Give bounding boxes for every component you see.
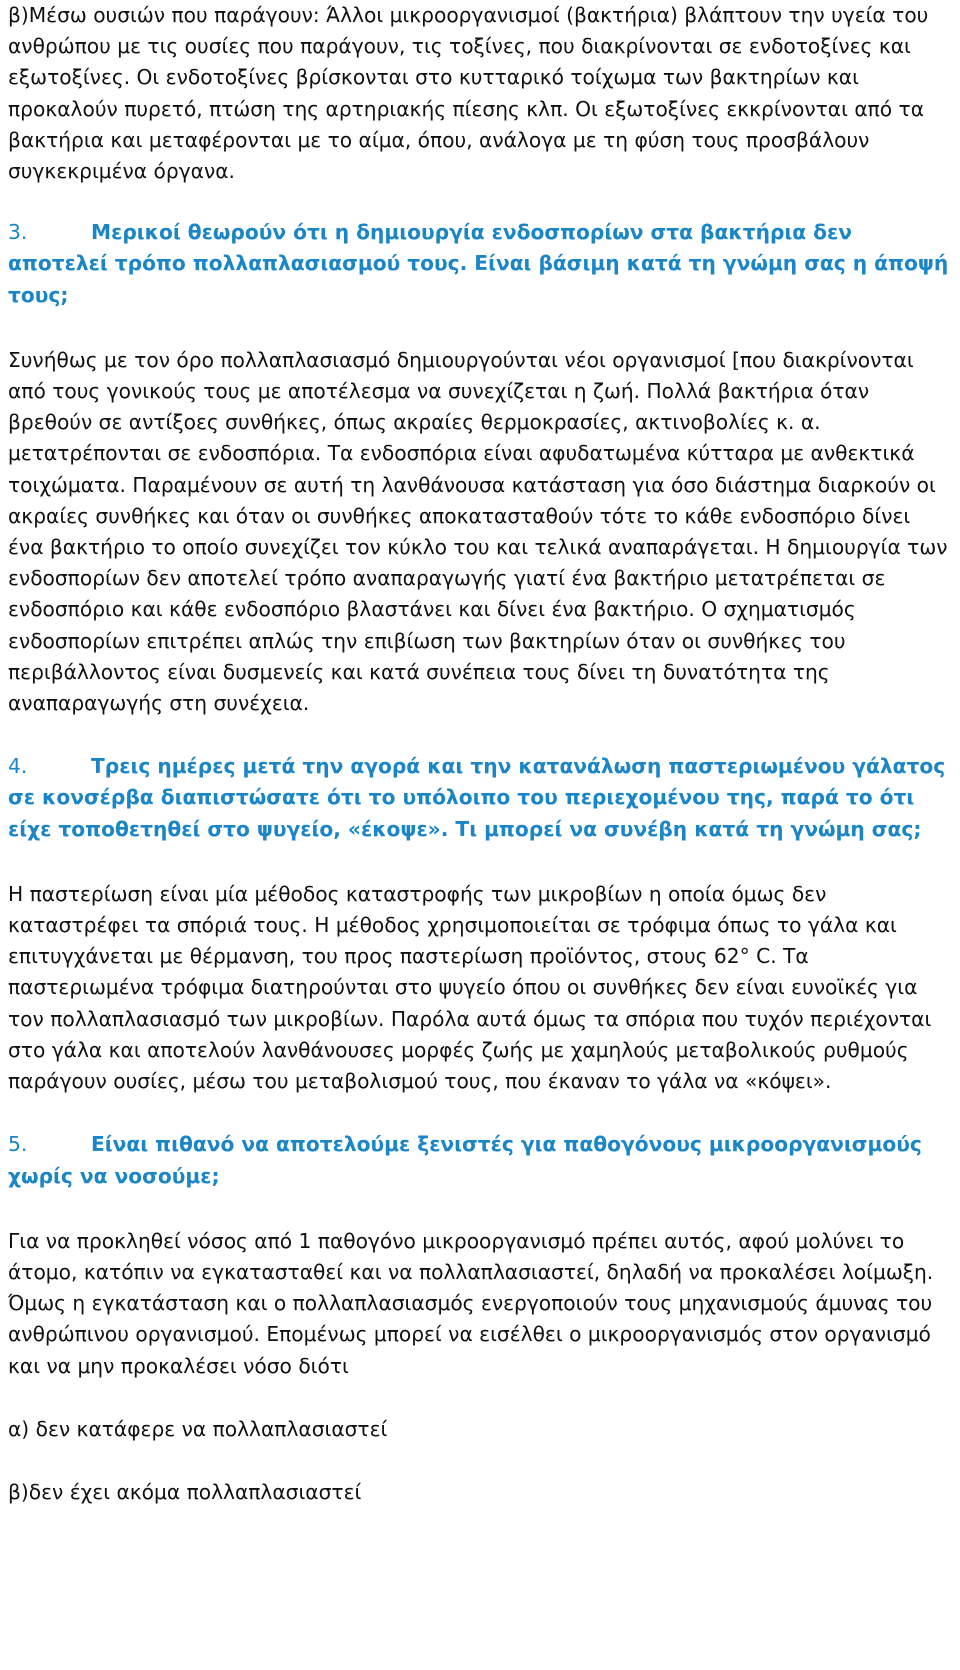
intro-paragraph: β)Μέσω ουσιών που παράγουν: Άλλοι μικροοργανισμοί (βακτήρια) βλάπτουν την υγεία του ανθρώπου με τις ουσίες που παράγουν, τις τοξίνες, που διακρίνονται σε ενδοτοξίνες και εξωτοξίνες. Οι ενδοτοξίνες βρίσκονται στο κυτταρικό τοίχωμα των βακτηρίων και προκαλούν πυρετό, πτώση της αρτηριακής πίεσης κλπ. Οι εξωτοξίνες εκκρίνονται από τα βακτήρια και μεταφέρονται με το αίμα, όπου, ανάλογα με τη φύση τους προσβάλουν συγκεκριμένα όργανα. xyxy=(8,3,929,184)
question-number: 5. xyxy=(8,1132,28,1157)
question-5 xyxy=(8,1129,952,1191)
question-text: Μερικοί θεωρούν ότι η δημιουργία ενδοσπορίων στα βακτήρια δεν αποτελεί τρόπο πολλαπλασιασμού τους. Είναι βάσιμη κατά τη γνώμη σας η άποψή τους; xyxy=(8,220,949,307)
question-3 xyxy=(8,217,952,311)
question-number: 3. xyxy=(8,220,28,245)
question-number: 4. xyxy=(8,754,28,779)
list-item: α) δεν κατάφερε να πολλαπλασιαστεί xyxy=(8,1416,388,1441)
answer-4: Η παστερίωση είναι μία μέθοδος καταστροφής των μικροβίων η οποία όμως δεν καταστρέφει τα σπόριά τους. Η μέθοδος χρησιμοποιείται σε τρόφιμα όπως το γάλα και επιτυγχάνεται με θέρμανση, του προς παστερίωση προϊόντος, στους 62° C. Τα παστεριωμένα τρόφιμα διατηρούνται στο ψυγείο όπου οι συνθήκες δεν είναι ευνοϊκές για τον πολλαπλασιασμό των μικροβίων. Παρόλα αυτά όμως τα σπόρια που τυχόν περιέχονται στο γάλα και αποτελούν λανθάνουσες μορφές ζωής με χαμηλούς μεταβολικούς ρυθμούς παράγουν ουσίες, μέσω του μεταβολισμού τους, που έκαναν το γάλα να «κόψει». xyxy=(8,881,932,1094)
question-4 xyxy=(8,751,952,845)
answer-5: Για να προκληθεί νόσος από 1 παθογόνο μικροοργανισμό πρέπει αυτός, αφού μολύνει το άτομο, κατόπιν να εγκατασταθεί και να πολλαπλασιαστεί, δηλαδή να προκαλέσει λοίμωξη. Όμως η εγκατάσταση και ο πολλαπλασιασμός ενεργοποιούν τους μηχανισμούς άμυνας του ανθρώπινου οργανισμού. Επομένως μπορεί να εισέλθει ο μικροοργανισμός στον οργανισμό και να μην προκαλέσει νόσο διότι xyxy=(8,1228,934,1378)
answer-3: Συνήθως με τον όρο πολλαπλασιασμό δημιουργούνται νέοι οργανισμοί [που διακρίνονται από τους γονικούς τους με αποτέλεσμα να συνεχίζεται η ζωή. Πολλά βακτήρια όταν βρεθούν σε αντίξοες συνθήκες, όπως ακραίες θερμοκρασίες, ακτινοβολίες κ. α. μετατρέπονται σε ενδοσπόρια. Τα ενδοσπόρια είναι αφυδατωμένα κύτταρα με ανθεκτικά τοιχώματα. Παραμένουν σε αυτή τη λανθάνουσα κατάσταση για όσο διάστημα διαρκούν οι ακραίες συνθήκες και όταν οι συνθήκες αποκατασταθούν τότε το κάθε ενδοσπόριο δίνει ένα βακτήριο το οποίο συνεχίζει τον κύκλο του και τελικά αναπαράγεται. Η δημιουργία των ενδοσπορίων δεν αποτελεί τρόπο αναπαραγωγής γιατί ένα βακτήριο μετατρέπεται σε ενδοσπόριο και κάθε ενδοσπόριο βλαστάνει και δίνει ένα βακτήριο. Ο σχηματισμός ενδοσπορίων επιτρέπει απλώς την επιβίωση των βακτηρίων όταν οι συνθήκες του περιβάλλοντος είναι δυσμενείς και κατά συνέπεια τους δίνει τη δυνατότητα της αναπαραγωγής στη συνέχεια. xyxy=(8,347,948,716)
question-text: Είναι πιθανό να αποτελούμε ξενιστές για παθογόνους μικροοργανισμούς χωρίς να νοσούμε; xyxy=(8,1132,922,1188)
question-text: Τρεις ημέρες μετά την αγορά και την κατανάλωση παστεριωμένου γάλατος σε κονσέρβα διαπιστώσατε ότι το υπόλοιπο του περιεχομένου της, παρά το ότι είχε τοποθετηθεί στο ψυγείο, «έκοψε». Τι μπορεί να συνέβη κατά τη γνώμη σας; xyxy=(8,754,946,841)
list-item: β)δεν έχει ακόμα πολλαπλασιαστεί xyxy=(8,1479,362,1504)
